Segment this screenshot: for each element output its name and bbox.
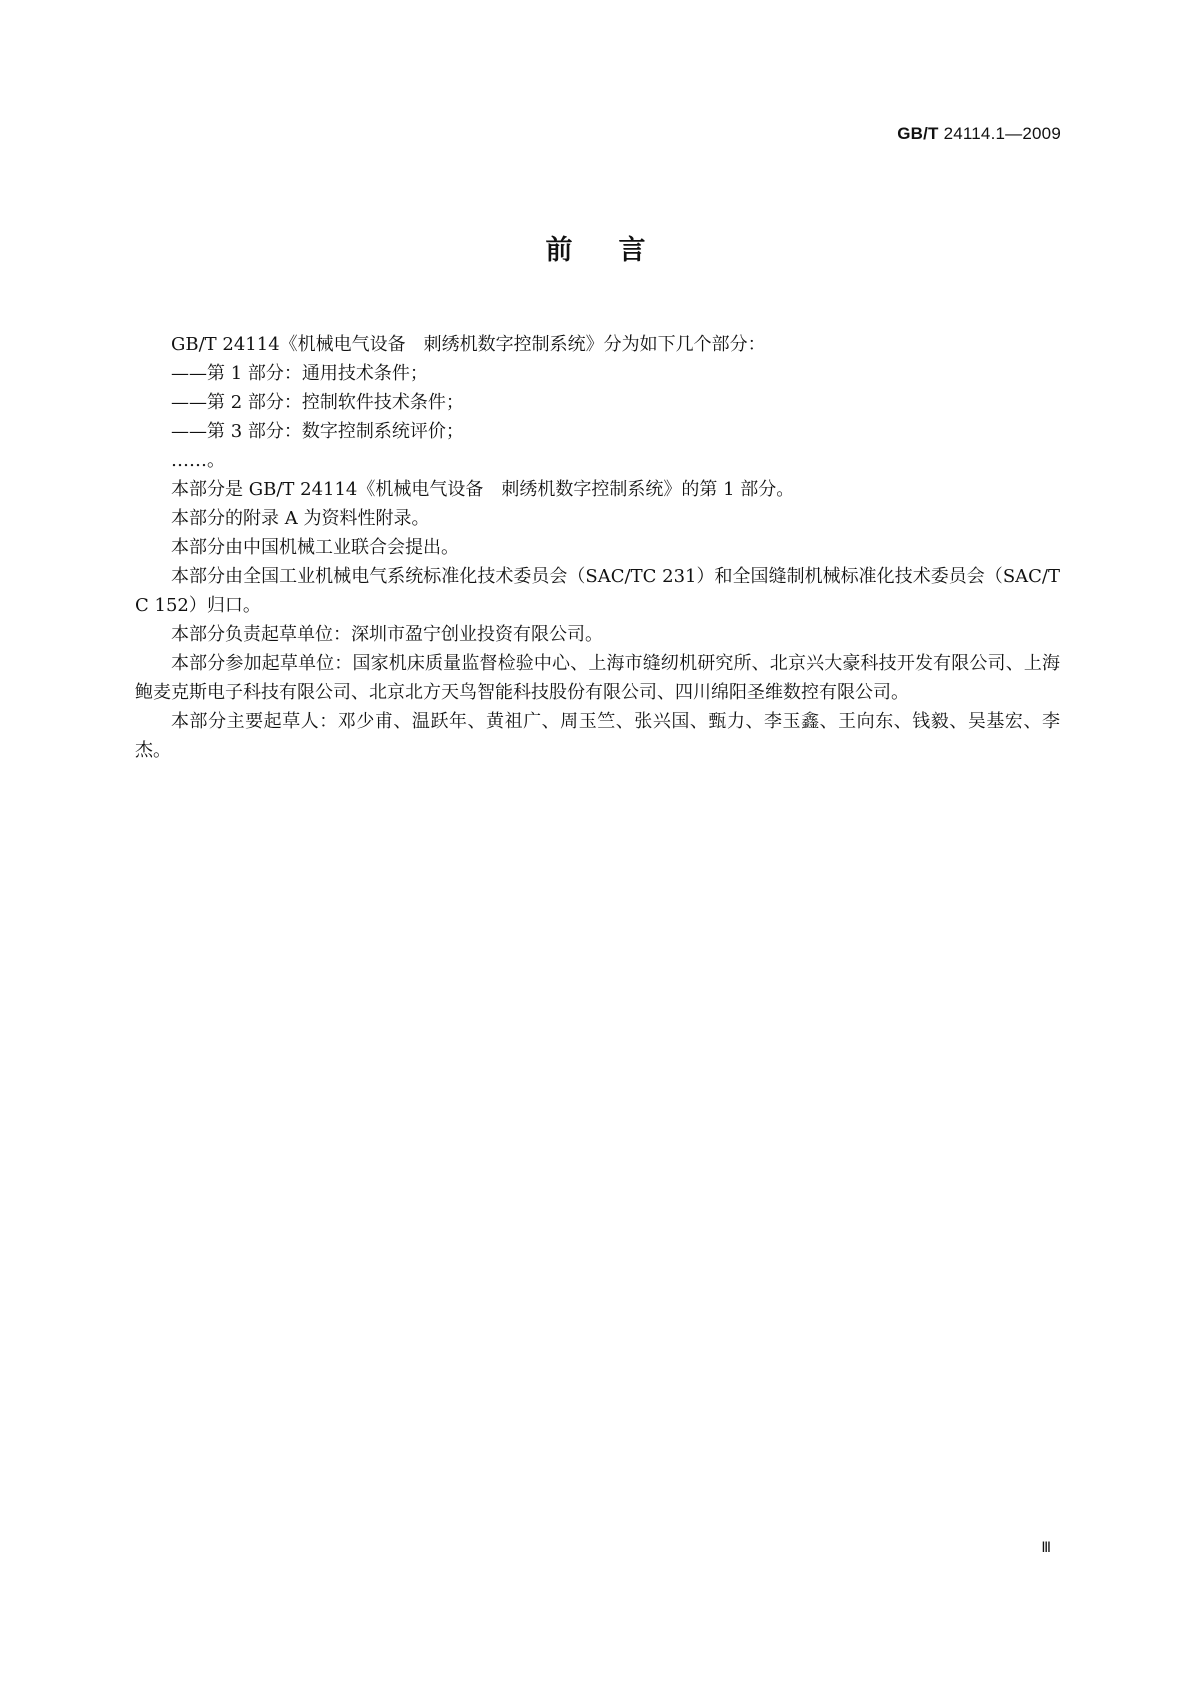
- paragraph-centralized-by: 本部分由全国工业机械电气系统标准化技术委员会（SAC/TC 231）和全国缝制机械标准化技术委员会（SAC/TC 152）归口。: [135, 566, 1060, 616]
- paragraph-responsible-drafter: 本部分负责起草单位：深圳市盈宁创业投资有限公司。: [171, 624, 603, 645]
- paragraph-this-part: 本部分是 GB/T 24114《机械电气设备 刺绣机数字控制系统》的第 1 部分。: [171, 479, 795, 500]
- paragraph-part-2: ——第 2 部分：控制软件技术条件；: [171, 392, 464, 413]
- paragraph-participating-drafters: 本部分参加起草单位：国家机床质量监督检验中心、上海市缝纫机研究所、北京兴大豪科技开发有限公司、上海鲍麦克斯电子科技有限公司、北京北方天鸟智能科技股份有限公司、四川绵阳圣维数控有限公司。: [135, 653, 1060, 703]
- page-number: Ⅲ: [1041, 1540, 1051, 1556]
- standard-code-number: 24114.1—2009: [938, 124, 1061, 143]
- standard-code: [897, 124, 1061, 144]
- document-body: [135, 330, 1060, 765]
- standard-code-prefix: GB/T: [897, 124, 939, 143]
- paragraph-annex: 本部分的附录 A 为资料性附录。: [171, 508, 430, 529]
- paragraph-ellipsis: ……。: [171, 450, 225, 471]
- paragraph-part-1: ——第 1 部分：通用技术条件；: [171, 363, 428, 384]
- paragraph-parts-intro: GB/T 24114《机械电气设备 刺绣机数字控制系统》分为如下几个部分：: [171, 334, 766, 355]
- paragraph-main-drafters: 本部分主要起草人：邓少甫、温跃年、黄祖广、周玉竺、张兴国、甄力、李玉鑫、王向东、钱毅、吴基宏、李杰。: [135, 711, 1060, 761]
- page-title: 前言: [545, 235, 692, 266]
- paragraph-part-3: ——第 3 部分：数字控制系统评价；: [171, 421, 464, 442]
- paragraph-proposed-by: 本部分由中国机械工业联合会提出。: [171, 537, 459, 558]
